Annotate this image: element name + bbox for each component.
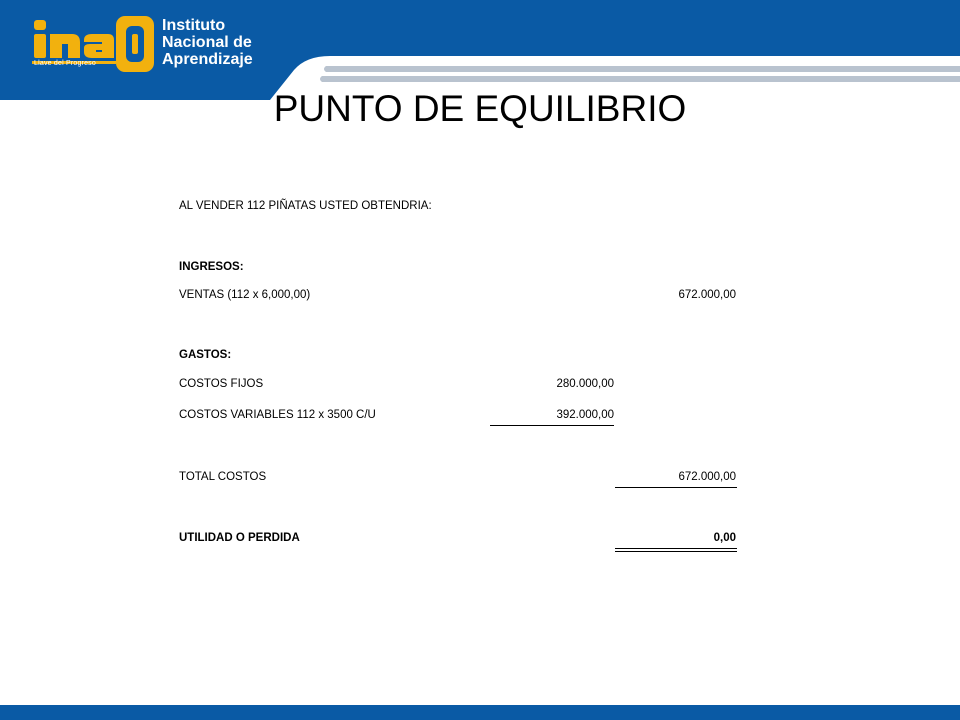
- page-title: PUNTO DE EQUILIBRIO: [273, 88, 687, 129]
- utilidad-row: [179, 532, 739, 548]
- utilidad-underline-top: [615, 548, 737, 549]
- ventas-label: VENTAS (112 x 6,000,00): [179, 289, 311, 301]
- institution-name-line-1: Instituto: [162, 17, 226, 34]
- institution-name-line-2: Nacional de: [162, 34, 252, 51]
- costos-variables-value: 392.000,00: [556, 409, 614, 421]
- logo-tagline: Llave del Progreso: [34, 60, 96, 67]
- total-costos-row: [179, 471, 739, 487]
- costos-fijos-label: COSTOS FIJOS: [179, 378, 264, 390]
- utilidad-value: 0,00: [713, 532, 736, 544]
- costos-variables-row: [179, 409, 739, 425]
- ventas-row: [179, 289, 739, 305]
- costos-fijos-value: 280.000,00: [556, 378, 614, 390]
- footer-band: [0, 705, 960, 720]
- institution-name: [162, 17, 253, 68]
- costos-variables-label: COSTOS VARIABLES 112 x 3500 C/U: [179, 409, 376, 421]
- total-costos-value: 672.000,00: [678, 471, 736, 483]
- ingresos-heading-row: [179, 261, 739, 277]
- utilidad-label: UTILIDAD O PERDIDA: [179, 532, 300, 544]
- costos-variables-underline: [490, 425, 614, 426]
- intro-row: [179, 200, 739, 216]
- intro-text: AL VENDER 112 PIÑATAS USTED OBTENDRIA:: [179, 200, 432, 212]
- institution-name-line-3: Aprendizaje: [162, 51, 253, 68]
- costos-fijos-row: [179, 378, 739, 394]
- total-costos-underline: [615, 487, 737, 488]
- gastos-heading-row: [179, 349, 739, 365]
- total-costos-label: TOTAL COSTOS: [179, 471, 267, 483]
- ingresos-heading: INGRESOS:: [179, 261, 244, 273]
- ventas-value: 672.000,00: [678, 289, 736, 301]
- gastos-heading: GASTOS:: [179, 349, 232, 361]
- utilidad-underline-bottom: [615, 551, 737, 552]
